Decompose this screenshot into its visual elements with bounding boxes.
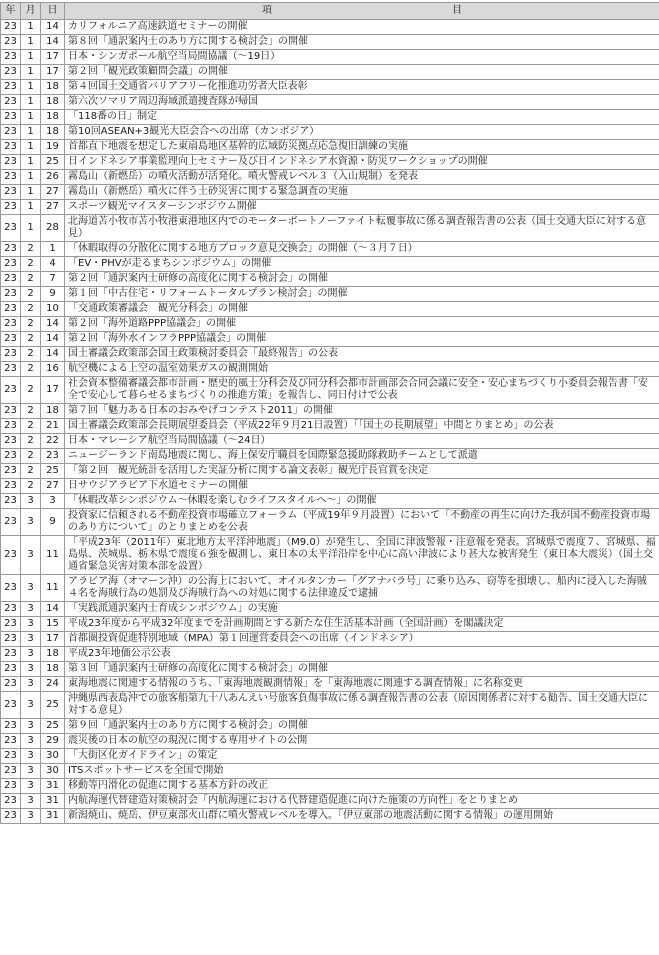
table-row [1,764,659,779]
month-cell: 3 [21,575,41,602]
day-cell: 18 [41,404,65,419]
month-cell: 1 [21,185,41,200]
day-cell: 1 [41,242,65,257]
item-cell: 第六次ソマリア周辺海域派遣捜査隊が帰国 [65,95,659,110]
table-row [1,377,659,404]
item-cell: ニュージーランド南島地震に関し、海上保安庁職員を国際緊急援助隊救助チームとして派遣 [65,449,659,464]
table-row [1,449,659,464]
item-cell: 日サウジアラビア下水道セミナーの開催 [65,479,659,494]
month-cell: 3 [21,692,41,719]
month-cell: 2 [21,449,41,464]
item-cell: アラビア海（オマーン沖）の公海上において、オイルタンカー「グアナバラ号」に乗り込み、窃等を損壊し、船内に浸入した海賊４名を海賊行為の処罰及び海賊行為への対処に関する法律違反で逮捕 [65,575,659,602]
day-cell: 28 [41,215,65,242]
year-cell: 23 [1,272,21,287]
month-cell: 3 [21,617,41,632]
year-cell: 23 [1,779,21,794]
day-cell: 14 [41,347,65,362]
day-cell: 23 [41,449,65,464]
day-cell: 25 [41,464,65,479]
year-cell: 23 [1,662,21,677]
month-cell: 3 [21,632,41,647]
item-cell: 投資家に信頼される不動産投資市場確立フォーラム（平成19年９月設置）において「不動産の再生に向けた我が国不動産投資市場のあり方について」のとりまとめを公表 [65,509,659,536]
table-row [1,779,659,794]
item-cell: 国土審議会政策部会国土政策検討委員会「最終報告」の公表 [65,347,659,362]
month-cell: 2 [21,332,41,347]
year-cell: 23 [1,809,21,824]
month-cell: 1 [21,125,41,140]
year-cell: 23 [1,155,21,170]
month-cell: 1 [21,215,41,242]
table-row [1,617,659,632]
year-cell: 23 [1,449,21,464]
day-cell: 17 [41,50,65,65]
year-cell: 23 [1,362,21,377]
year-cell: 23 [1,602,21,617]
year-cell: 23 [1,287,21,302]
table-row [1,80,659,95]
day-cell: 22 [41,434,65,449]
table-row [1,200,659,215]
day-cell: 31 [41,779,65,794]
month-cell: 3 [21,749,41,764]
day-cell: 9 [41,287,65,302]
day-cell: 17 [41,65,65,80]
year-cell: 23 [1,692,21,719]
table-row [1,464,659,479]
item-cell: 第１回「中古住宅・リフォームトータルプラン検討会」の開催 [65,287,659,302]
table-row [1,362,659,377]
item-cell: 移動等円滑化の促進に関する基本方針の改正 [65,779,659,794]
table-row [1,419,659,434]
day-cell: 25 [41,719,65,734]
year-cell: 23 [1,50,21,65]
item-cell: 新潟焼山、焼岳、伊豆東部火山群に噴火警戒レベルを導入。「伊豆東部の地震活動に関する情報」の運用開始 [65,809,659,824]
item-cell: 内航海運代替建造対策検討会「内航海運における代替建造促進に向けた施策の方向性」をとりまとめ [65,794,659,809]
table-row [1,692,659,719]
table-row [1,95,659,110]
month-cell: 3 [21,734,41,749]
item-cell: 第７回「魅力ある日本のおみやげコンテスト2011」の開催 [65,404,659,419]
year-cell: 23 [1,65,21,80]
header-year: 年 [1,3,21,20]
year-cell: 23 [1,125,21,140]
year-cell: 23 [1,80,21,95]
day-cell: 21 [41,419,65,434]
month-cell: 3 [21,536,41,575]
day-cell: 15 [41,617,65,632]
year-cell: 23 [1,464,21,479]
day-cell: 27 [41,185,65,200]
month-cell: 3 [21,662,41,677]
month-cell: 2 [21,272,41,287]
table-row [1,272,659,287]
table-row [1,287,659,302]
day-cell: 14 [41,332,65,347]
month-cell: 1 [21,50,41,65]
table-row [1,719,659,734]
month-cell: 1 [21,170,41,185]
year-cell: 23 [1,332,21,347]
year-cell: 23 [1,677,21,692]
table-body [1,20,659,824]
table-row [1,575,659,602]
item-cell: 首都直下地震を想定した東扇島地区基幹的広域防災拠点応急復旧訓練の実施 [65,140,659,155]
day-cell: 17 [41,377,65,404]
item-cell: 社会資本整備審議会都市計画・歴史的風土分科会及び同分科会都市計画部会合同会議に安全・安心まちづくり小委員会報告書「安全で安心して暮らせるまちづくりの推進方策」を報告し、同日付けで公表 [65,377,659,404]
day-cell: 14 [41,35,65,50]
chronology-table [0,2,659,824]
day-cell: 4 [41,257,65,272]
item-cell: 日本・シンガポール航空当局間協議（～19日） [65,50,659,65]
item-cell: 国土審議会政策部会長期展望委員会（平成22年９月21日設置）「「国土の長期展望」中間とりまとめ」の公表 [65,419,659,434]
day-cell: 11 [41,575,65,602]
item-cell: 第２回「海外水インフラPPP協議会」の開催 [65,332,659,347]
month-cell: 3 [21,494,41,509]
header-item: 項 目 [65,3,659,20]
table-row [1,317,659,332]
item-cell: 霧島山（新燃岳）の噴火活動が活発化。噴火警戒レベル３（入山規制）を発表 [65,170,659,185]
item-cell: 沖縄県西表島沖での旅客船第九十八あんえい号旅客負傷事故に係る調査報告書の公表（原因関係者に対する勧告、国土交通大臣に対する意見） [65,692,659,719]
year-cell: 23 [1,794,21,809]
month-cell: 1 [21,110,41,125]
item-cell: 「休暇改革シンポジウム～休暇を楽しむライフスタイルへ～」の開催 [65,494,659,509]
day-cell: 18 [41,110,65,125]
item-cell: 「第２回 観光統計を活用した実証分析に関する論文表彰」観光庁長官賞を決定 [65,464,659,479]
day-cell: 16 [41,362,65,377]
day-cell: 7 [41,272,65,287]
year-cell: 23 [1,434,21,449]
day-cell: 27 [41,200,65,215]
year-cell: 23 [1,347,21,362]
day-cell: 30 [41,764,65,779]
month-cell: 1 [21,200,41,215]
year-cell: 23 [1,734,21,749]
year-cell: 23 [1,719,21,734]
table-row [1,632,659,647]
year-cell: 23 [1,404,21,419]
day-cell: 18 [41,647,65,662]
item-cell: 霧島山（新燃岳）噴火に伴う土砂災害に関する緊急調査の実施 [65,185,659,200]
day-cell: 11 [41,536,65,575]
month-cell: 2 [21,362,41,377]
month-cell: 3 [21,509,41,536]
day-cell: 18 [41,95,65,110]
table-row [1,110,659,125]
table-row [1,332,659,347]
month-cell: 1 [21,140,41,155]
item-cell: 平成23年度から平成32年度までを計画期間とする新たな住生活基本計画（全国計画）を閣議決定 [65,617,659,632]
year-cell: 23 [1,242,21,257]
year-cell: 23 [1,200,21,215]
year-cell: 23 [1,95,21,110]
month-cell: 3 [21,779,41,794]
table-row [1,749,659,764]
month-cell: 3 [21,602,41,617]
table-row [1,155,659,170]
day-cell: 25 [41,155,65,170]
table-row [1,509,659,536]
item-cell: 北海道苫小牧市苫小牧港東港地区内でのモーターボートノーファイト転覆事故に係る調査報告書の公表（国土交通大臣に対する意見） [65,215,659,242]
year-cell: 23 [1,575,21,602]
day-cell: 31 [41,794,65,809]
table-row [1,647,659,662]
table-row [1,125,659,140]
year-cell: 23 [1,215,21,242]
item-cell: 第８回「通訳案内士のあり方に関する検討会」の開催 [65,35,659,50]
table-row [1,734,659,749]
day-cell: 19 [41,140,65,155]
item-cell: 日インドネシア事業監理向上セミナー及び日インドネシア水資源・防災ワークショップの開催 [65,155,659,170]
month-cell: 3 [21,647,41,662]
item-cell: カリフォルニア高速鉄道セミナーの開催 [65,20,659,35]
year-cell: 23 [1,749,21,764]
item-cell: 日本・マレーシア航空当局間協議（～24日） [65,434,659,449]
month-cell: 3 [21,794,41,809]
table-row [1,140,659,155]
month-cell: 2 [21,317,41,332]
year-cell: 23 [1,377,21,404]
month-cell: 2 [21,434,41,449]
day-cell: 27 [41,479,65,494]
item-cell: 震災後の日本の航空の現況に関する専用サイトの公開 [65,734,659,749]
table-row [1,215,659,242]
item-cell: 「休暇取得の分散化に関する地方ブロック意見交換会」の開催（～３月７日） [65,242,659,257]
table-row [1,65,659,80]
day-cell: 18 [41,80,65,95]
table-row [1,242,659,257]
table-row [1,347,659,362]
day-cell: 10 [41,302,65,317]
table-row [1,602,659,617]
table-row [1,35,659,50]
table-row [1,170,659,185]
table-row [1,20,659,35]
day-cell: 24 [41,677,65,692]
item-cell: 第２回「海外道路PPP協議会」の開催 [65,317,659,332]
day-cell: 14 [41,20,65,35]
month-cell: 1 [21,80,41,95]
month-cell: 3 [21,677,41,692]
item-cell: 首都圏投資促進特別地域（MPA）第１回運営委員会への出席（インドネシア） [65,632,659,647]
table-row [1,404,659,419]
month-cell: 2 [21,287,41,302]
month-cell: 1 [21,155,41,170]
year-cell: 23 [1,647,21,662]
month-cell: 2 [21,464,41,479]
year-cell: 23 [1,140,21,155]
month-cell: 2 [21,242,41,257]
header-month: 月 [21,3,41,20]
item-cell: 「118番の日」制定 [65,110,659,125]
table-row [1,434,659,449]
year-cell: 23 [1,302,21,317]
table-row [1,662,659,677]
month-cell: 1 [21,35,41,50]
item-cell: 「平成23年（2011年）東北地方太平洋沖地震」（M9.0）が発生し、全国に津波警報・注意報を発表。宮城県で震度７、宮城県、福島県、茨城県、栃木県で震度６強を観測し、東日本の太平洋沿岸を中心に高い津波により甚大な被害発生（東日本大震災）（国土交通省緊急災害対策本部を設置） [65,536,659,575]
month-cell: 2 [21,257,41,272]
day-cell: 25 [41,692,65,719]
day-cell: 18 [41,662,65,677]
table-row [1,302,659,317]
item-cell: 第４回国土交通省バリアフリー化推進功労者大臣表彰 [65,80,659,95]
item-cell: スポーツ観光マイスターシンポジウム開催 [65,200,659,215]
table-row [1,809,659,824]
table-row [1,677,659,692]
year-cell: 23 [1,110,21,125]
year-cell: 23 [1,170,21,185]
table-row [1,50,659,65]
day-cell: 18 [41,125,65,140]
year-cell: 23 [1,494,21,509]
month-cell: 2 [21,377,41,404]
item-cell: 航空機による上空の温室効果ガスの観測開始 [65,362,659,377]
table-row [1,794,659,809]
day-cell: 29 [41,734,65,749]
item-cell: ITSスポットサービスを全国で開始 [65,764,659,779]
year-cell: 23 [1,20,21,35]
table-row [1,257,659,272]
month-cell: 1 [21,20,41,35]
item-cell: 第９回「通訳案内士のあり方に関する検討会」の開催 [65,719,659,734]
day-cell: 17 [41,632,65,647]
item-cell: 「大街区化ガイドライン」の策定 [65,749,659,764]
year-cell: 23 [1,35,21,50]
table-row [1,479,659,494]
table-row [1,185,659,200]
day-cell: 14 [41,317,65,332]
month-cell: 2 [21,479,41,494]
item-cell: 第２回「通訳案内士研修の高度化に関する検討会」の開催 [65,272,659,287]
month-cell: 3 [21,719,41,734]
year-cell: 23 [1,536,21,575]
day-cell: 26 [41,170,65,185]
year-cell: 23 [1,419,21,434]
item-cell: 第２回「観光政策顧問会議」の開催 [65,65,659,80]
year-cell: 23 [1,617,21,632]
day-cell: 14 [41,602,65,617]
month-cell: 2 [21,302,41,317]
year-cell: 23 [1,317,21,332]
table-header-row [1,3,659,20]
day-cell: 30 [41,749,65,764]
item-cell: 「EV・PHVが走るまちシンポジウム」の開催 [65,257,659,272]
year-cell: 23 [1,764,21,779]
month-cell: 3 [21,764,41,779]
year-cell: 23 [1,185,21,200]
year-cell: 23 [1,632,21,647]
month-cell: 2 [21,404,41,419]
header-day: 日 [41,3,65,20]
year-cell: 23 [1,509,21,536]
day-cell: 3 [41,494,65,509]
item-cell: 東海地震に関連する情報のうち、「東海地震観測情報」を「東海地震に関連する調査情報」に名称変更 [65,677,659,692]
item-cell: 「交通政策審議会 観光分科会」の開催 [65,302,659,317]
day-cell: 31 [41,809,65,824]
item-cell: 第10回ASEAN+3観光大臣会合への出席（カンボジア） [65,125,659,140]
month-cell: 2 [21,347,41,362]
month-cell: 3 [21,809,41,824]
month-cell: 1 [21,95,41,110]
year-cell: 23 [1,257,21,272]
month-cell: 2 [21,419,41,434]
table-row [1,536,659,575]
item-cell: 平成23年地価公示公表 [65,647,659,662]
day-cell: 9 [41,509,65,536]
table-row [1,494,659,509]
item-cell: 第３回「通訳案内士研修の高度化に関する検討会」の開催 [65,662,659,677]
item-cell: 「実践派通訳案内士育成シンポジウム」の実施 [65,602,659,617]
month-cell: 1 [21,65,41,80]
year-cell: 23 [1,479,21,494]
